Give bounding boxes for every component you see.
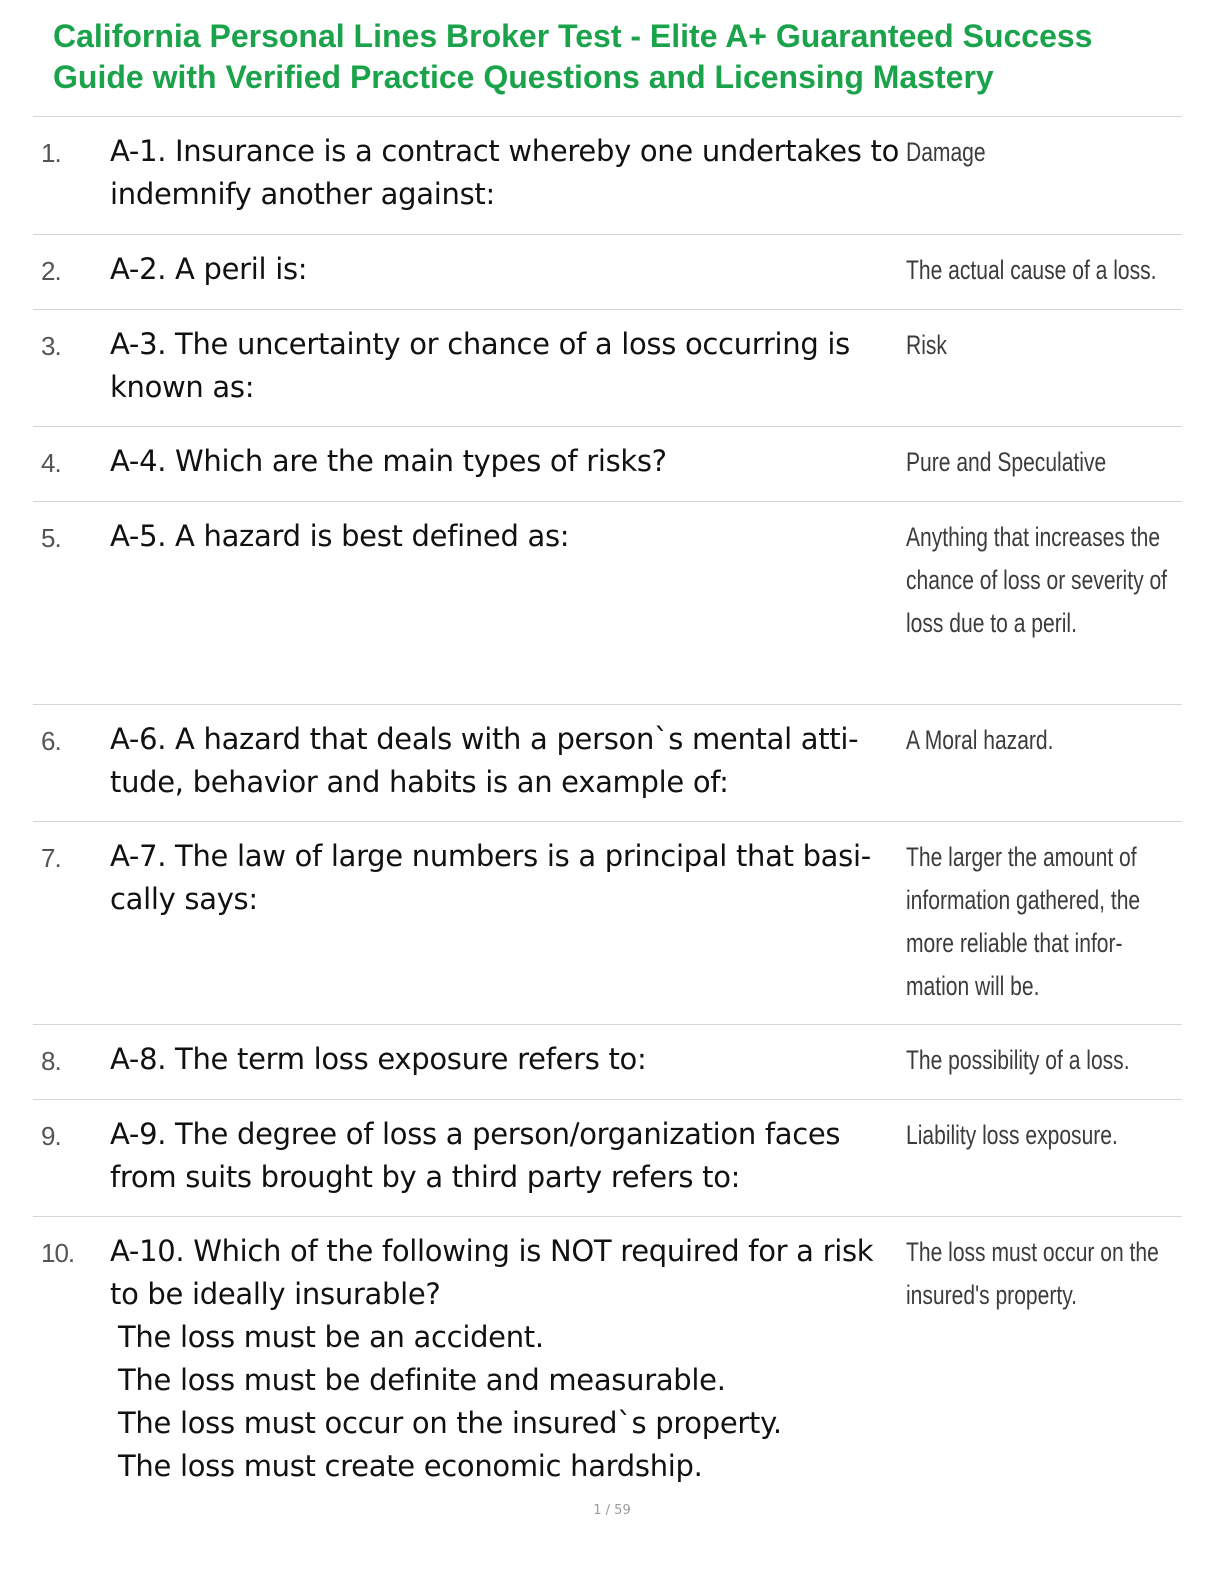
item-number: 6. — [41, 726, 61, 756]
item-number: 1. — [41, 138, 61, 168]
question-text: A-7. The law of large numbers is a principal that basi- cally says: — [110, 839, 871, 916]
question-text: A-2. A peril is: — [110, 252, 308, 286]
answer-text: Liability loss exposure. — [906, 1120, 1118, 1150]
flashcard-row-3 — [33, 310, 1182, 427]
title-line-1: California Personal Lines Broker Test - Elite A+ Guaranteed Success — [53, 18, 1093, 54]
answer-text: The larger the amount of information gathered, the more reliable that infor- mation will be. — [906, 842, 1141, 1001]
question-text: A-4. Which are the main types of risks? — [110, 444, 667, 478]
answer-options — [110, 1316, 910, 1488]
question-stem: A-10. Which of the following is NOT required for a risk to be ideally insurable? — [110, 1234, 874, 1311]
question-text — [110, 1230, 910, 1488]
item-number: 9. — [41, 1121, 61, 1151]
question-text: A-1. Insurance is a contract whereby one undertakes to indemnify another against: — [110, 134, 900, 211]
item-number: 5. — [41, 523, 61, 553]
question-text: A-9. The degree of loss a person/organization faces from suits brought by a third party refers to: — [110, 1117, 841, 1194]
option-4: The loss must create economic hardship. — [118, 1449, 703, 1483]
flashcard-row-4 — [33, 427, 1182, 502]
answer-text: Anything that increases the chance of loss or severity of loss due to a peril. — [906, 522, 1168, 638]
question-text: A-6. A hazard that deals with a person`s mental atti- tude, behavior and habits is an example of: — [110, 722, 859, 799]
answer-text: Pure and Speculative — [906, 447, 1107, 477]
answer-text: The possibility of a loss. — [906, 1045, 1130, 1075]
option-2: The loss must be definite and measurable. — [118, 1363, 726, 1397]
answer-text: The loss must occur on the insured's property. — [906, 1237, 1159, 1310]
flashcard-row-7 — [33, 822, 1182, 1025]
flashcard-row-6 — [33, 705, 1182, 822]
answer-text: A Moral hazard. — [906, 725, 1054, 755]
flashcard-list — [33, 116, 1182, 1493]
flashcard-row-10 — [33, 1217, 1182, 1493]
flashcard-row-5 — [33, 502, 1182, 705]
item-number: 4. — [41, 448, 61, 478]
question-text: A-5. A hazard is best defined as: — [110, 519, 570, 553]
flashcard-row-8 — [33, 1025, 1182, 1100]
question-text: A-8. The term loss exposure refers to: — [110, 1042, 647, 1076]
answer-text: Damage — [906, 137, 986, 167]
flashcard-row-1 — [33, 117, 1182, 235]
flashcard-row-9 — [33, 1100, 1182, 1217]
item-number: 2. — [41, 256, 61, 286]
item-number: 7. — [41, 843, 61, 873]
option-1: The loss must be an accident. — [118, 1320, 544, 1354]
document-title — [53, 16, 1218, 98]
item-number: 8. — [41, 1046, 61, 1076]
answer-text: Risk — [906, 330, 947, 360]
page-number: 1 / 59 — [593, 1503, 631, 1518]
item-number: 10. — [41, 1238, 75, 1268]
item-number: 3. — [41, 331, 61, 361]
flashcard-row-2 — [33, 235, 1182, 310]
option-3: The loss must occur on the insured`s property. — [118, 1406, 782, 1440]
title-line-2: Guide with Verified Practice Questions and Licensing Mastery — [53, 59, 994, 95]
answer-text: The actual cause of a loss. — [906, 255, 1157, 285]
question-text: A-3. The uncertainty or chance of a loss occurring is known as: — [110, 327, 850, 404]
